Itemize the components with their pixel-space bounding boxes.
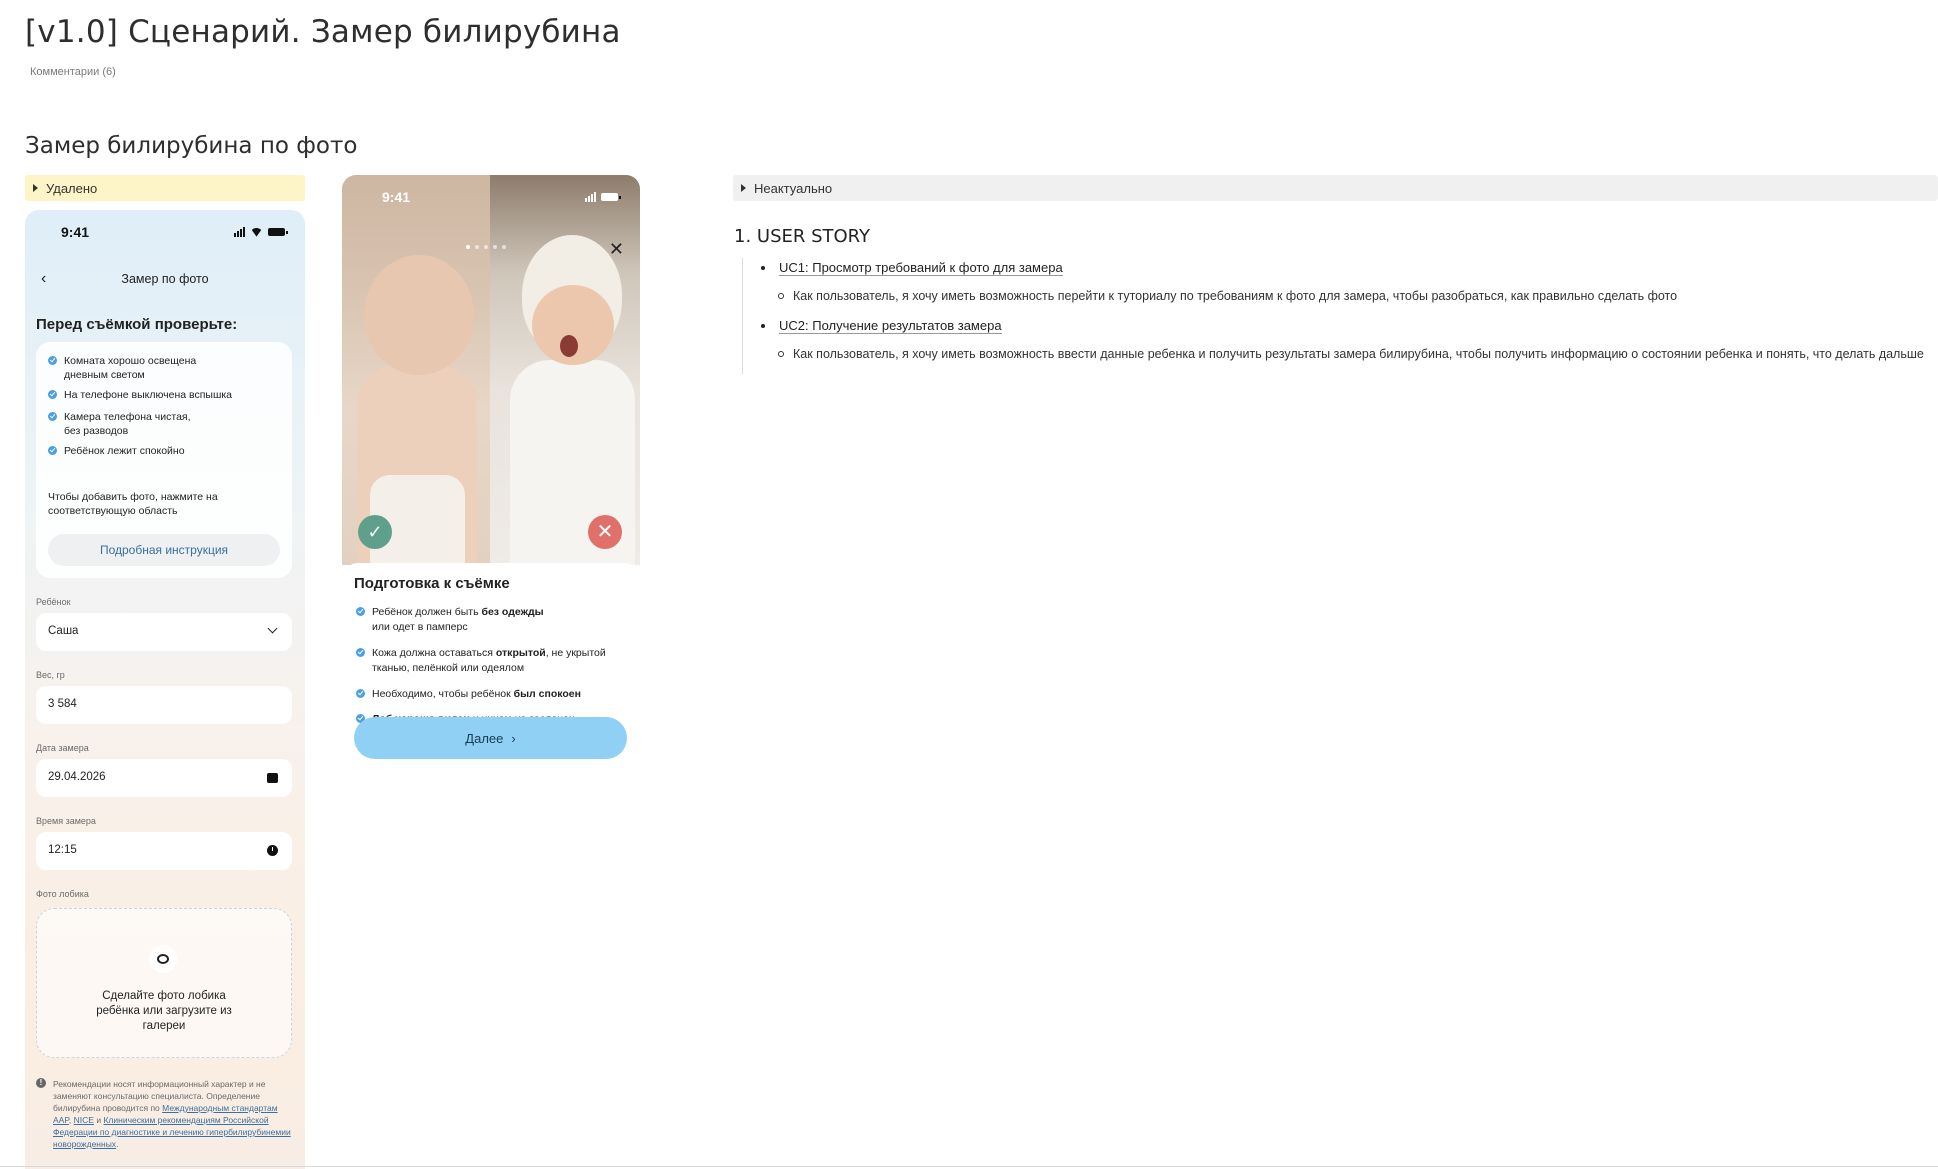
- camera-icon: [149, 945, 177, 973]
- signal-icon: [234, 227, 245, 237]
- time-input[interactable]: [36, 832, 292, 870]
- prep-sheet: [342, 563, 640, 807]
- user-story-list: [742, 258, 1938, 374]
- prep-item: Ребёнок должен быть без одежды или одет в памперс: [356, 605, 556, 635]
- status-time: 9:41: [61, 224, 90, 240]
- use-case-description: Как пользователь, я хочу иметь возможность перейти к туториалу по требованиям к фото для замера, чтобы разобраться, как правильно сделать фото: [761, 286, 1938, 306]
- link-nice[interactable]: NICE: [73, 1115, 94, 1125]
- use-case-item: [761, 316, 1938, 336]
- checklist-item: Камера телефона чистая, без разводов: [48, 410, 198, 438]
- checklist-item: Ребёнок лежит спокойно: [48, 444, 185, 458]
- use-case-link[interactable]: UC1: Просмотр требований к фото для замера: [779, 260, 1063, 275]
- collapsible-deleted[interactable]: [25, 175, 305, 201]
- checklist-note: Чтобы добавить фото, нажмите на соответствующую область: [48, 491, 218, 517]
- nav-title: Замер по фото: [121, 272, 209, 286]
- checklist-item: Комната хорошо освещена дневным светом: [48, 354, 228, 382]
- checklist-title: Перед съёмкой проверьте:: [36, 316, 238, 333]
- chevron-right-icon: ›: [511, 730, 516, 746]
- weight-input[interactable]: [36, 686, 292, 724]
- nav-bar: [25, 270, 305, 294]
- child-label: Ребёнок: [36, 597, 71, 607]
- date-input[interactable]: [36, 759, 292, 797]
- use-case-link[interactable]: UC2: Получение результатов замера: [779, 318, 1002, 333]
- collapsible-outdated-label: Неактуально: [754, 180, 833, 196]
- use-case-item: [761, 258, 1938, 278]
- prep-item: Необходимо, чтобы ребёнок был спокоен: [356, 687, 636, 702]
- expand-triangle-icon: [33, 184, 38, 192]
- user-story-heading: 1. USER STORY: [734, 226, 871, 247]
- expand-triangle-icon: [741, 184, 746, 192]
- disclaimer-text: Рекомендации носят информационный характер и не заменяют консультацию специалиста. Определение билирубина проводится по Международным стандартам AAP, NICE и Клиническим рекомендациям Российской Федерации по диагностике и лечению гипербилирубинемии новорожденных.: [53, 1079, 291, 1149]
- time-label: Время замера: [36, 816, 96, 826]
- photo-label: Фото лобика: [36, 889, 89, 899]
- time-value: 12:15: [48, 844, 77, 856]
- disclaimer: [36, 1078, 298, 1150]
- weight-value: 3 584: [48, 698, 77, 710]
- phone-mockup-photo-measure: [25, 210, 305, 1169]
- checkmark-icon: [356, 648, 365, 657]
- status-bar: [342, 189, 640, 207]
- checkmark-badge-icon: ✓: [358, 515, 392, 549]
- checkmark-icon: [48, 446, 57, 455]
- next-button[interactable]: Далее ›: [354, 717, 627, 759]
- prep-item: Кожа должна оставаться открытой, не укрытой тканью, пелёнкой или одеялом: [356, 646, 631, 676]
- info-icon: !: [36, 1078, 46, 1088]
- page-divider: [0, 1166, 1938, 1167]
- wifi-icon: [250, 228, 263, 237]
- photo-upload-area[interactable]: [36, 908, 292, 1058]
- clock-icon: [267, 845, 278, 856]
- calendar-icon: [267, 773, 278, 783]
- baby-photo-comparison: [342, 175, 640, 565]
- phone-mockup-photo-prep: [342, 175, 640, 807]
- link-clinical-guidelines[interactable]: Клиническим рекомендациям Российской Федерации по диагностике и лечению гипербилирубинемии новорожденных: [53, 1115, 291, 1149]
- page-title: [v1.0] Сценарий. Замер билирубина: [25, 14, 621, 50]
- signal-icon: [585, 192, 596, 202]
- chevron-left-icon[interactable]: ‹: [41, 270, 47, 287]
- instruction-button[interactable]: Подробная инструкция: [48, 534, 280, 566]
- status-bar: [25, 224, 305, 244]
- date-label: Дата замера: [36, 743, 89, 753]
- link-aap[interactable]: Международным стандартам AAP: [53, 1103, 278, 1125]
- comments-link[interactable]: Комментарии (6): [30, 66, 116, 78]
- use-case-description: Как пользователь, я хочу иметь возможность ввести данные ребенка и получить результаты замера билирубина, чтобы получить информацию о состоянии ребенка и понять, что делать дальше: [761, 344, 1938, 364]
- collapsible-outdated[interactable]: [733, 175, 1938, 201]
- date-value: 29.04.2026: [48, 771, 106, 783]
- cross-badge-icon: ✕: [588, 515, 622, 549]
- checklist-item: На телефоне выключена вспышка: [48, 388, 232, 402]
- checkmark-icon: [356, 689, 365, 698]
- status-time: 9:41: [382, 189, 411, 205]
- upload-text: Сделайте фото лобика ребёнка или загрузите из галереи: [96, 990, 232, 1032]
- checkmark-icon: [356, 607, 365, 616]
- child-value: Саша: [48, 625, 79, 637]
- sheet-title: Подготовка к съёмке: [354, 575, 510, 592]
- chevron-down-icon: [268, 624, 278, 634]
- battery-icon: [601, 193, 618, 201]
- child-select[interactable]: [36, 613, 292, 651]
- checkmark-icon: [48, 356, 57, 365]
- checklist-card: [36, 342, 292, 578]
- page-dots: [466, 245, 506, 249]
- checkmark-icon: [48, 412, 57, 421]
- weight-label: Вес, гр: [36, 670, 65, 680]
- close-icon[interactable]: ✕: [608, 239, 624, 259]
- battery-icon: [268, 228, 285, 236]
- collapsible-deleted-label: Удалено: [46, 180, 98, 196]
- section-title: Замер билирубина по фото: [25, 133, 358, 159]
- checkmark-icon: [48, 390, 57, 399]
